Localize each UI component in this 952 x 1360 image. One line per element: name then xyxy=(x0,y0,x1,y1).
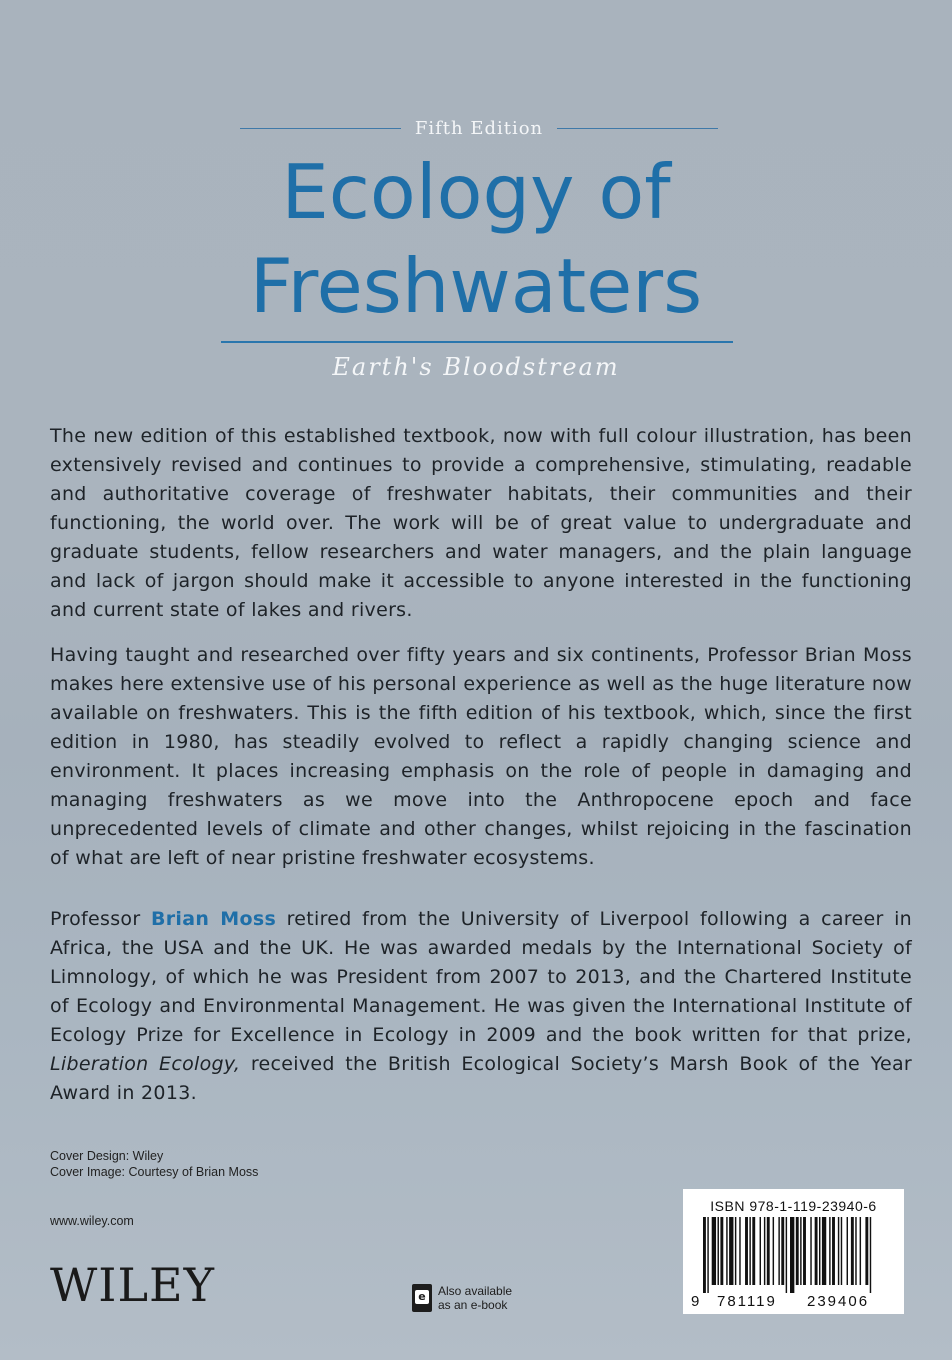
barcode-bar xyxy=(745,1217,748,1285)
publisher-url: www.wiley.com xyxy=(50,1214,134,1228)
barcode-bar xyxy=(790,1217,794,1293)
barcode-bar xyxy=(786,1217,787,1293)
barcode-bar xyxy=(718,1217,719,1285)
book-subtitle: Earth's Bloodstream xyxy=(332,353,620,381)
isbn-number: ISBN 978-1-119-23940-6 xyxy=(710,1198,877,1214)
isbn-barcode xyxy=(683,1189,904,1314)
barcode-bar xyxy=(729,1217,733,1285)
author-bio-prefix: Professor xyxy=(50,908,151,930)
wiley-logo: WILEY xyxy=(50,1258,215,1312)
edition-header xyxy=(240,116,718,140)
barcode-bar xyxy=(707,1217,708,1293)
barcode-bar xyxy=(796,1217,799,1285)
barcode-bar xyxy=(838,1217,839,1285)
book-title-line-2: Freshwaters xyxy=(249,242,703,330)
ebook-icon xyxy=(412,1284,432,1312)
author-bio xyxy=(50,905,912,1108)
barcode-bar xyxy=(752,1217,755,1285)
barcode-bar xyxy=(800,1217,801,1285)
barcode-bar xyxy=(760,1217,761,1285)
description-paragraph-1: The new edition of this established textbook, now with full colour illustration, has been extensively revised and continues to provide a comprehensive, stimulating, readable and authoritative coverage of freshwater habitats, their communities and their functioning, the world over. The work will be of great value to undergraduate and graduate students, fellow researchers and water managers, and the plain language and lack of jargon should make it accessible to anyone interested in the functioning and current state of lakes and rivers. xyxy=(50,425,912,621)
barcode-bar xyxy=(781,1217,784,1285)
barcode-digit-first: 9 xyxy=(691,1293,702,1310)
barcode-bar xyxy=(870,1217,871,1293)
barcode-bar xyxy=(822,1217,826,1285)
author-bio-text-1: retired from the University of Liverpool following a career in Africa, the USA and the UK. He was awarded medals by the International Society of Limnology, of which he was President from 2007 to 2013, and the Chartered Institute of Ecology and Environmental Management. He was given the International Institute of Ecology Prize for Excellence in Ecology in 2009 and the book written for that prize, xyxy=(50,908,912,1046)
barcode-bar xyxy=(764,1217,765,1285)
edition-rule-right xyxy=(557,128,718,129)
title-divider xyxy=(221,341,733,343)
book-title-line-1: Ecology of xyxy=(281,148,671,236)
barcode-bar xyxy=(739,1217,740,1285)
ebook-text-line-2: as an e-book xyxy=(438,1298,508,1312)
barcode-bar xyxy=(735,1217,736,1285)
barcode-bar xyxy=(810,1217,811,1285)
barcode-bar xyxy=(815,1217,818,1285)
author-name: Brian Moss xyxy=(150,908,277,930)
barcode-bar xyxy=(712,1217,716,1285)
barcode-bar xyxy=(767,1217,770,1285)
barcode-bar xyxy=(773,1217,774,1285)
barcode-bar xyxy=(847,1217,848,1285)
barcode-bar xyxy=(829,1217,830,1285)
barcode-bar xyxy=(703,1217,706,1293)
barcode-digits-left: 781119 xyxy=(717,1293,777,1310)
barcode-bar xyxy=(851,1217,854,1285)
barcode-digits-right: 239406 xyxy=(807,1293,870,1310)
barcode-bar xyxy=(726,1217,727,1285)
ebook-text-line-1: Also available xyxy=(438,1284,513,1298)
edition-label: Fifth Edition xyxy=(414,117,544,139)
barcode-bar xyxy=(720,1217,723,1285)
barcode-bar xyxy=(865,1217,868,1285)
liberation-ecology-title: Liberation Ecology, xyxy=(50,1053,241,1075)
barcode-bar xyxy=(855,1217,856,1285)
barcode-bar xyxy=(841,1217,842,1285)
ebook-notice xyxy=(412,1284,512,1312)
barcode-bars xyxy=(689,1217,898,1293)
barcode-bar xyxy=(803,1217,806,1285)
barcode-bar xyxy=(778,1217,779,1285)
edition-rule-left xyxy=(240,128,401,129)
cover-credits xyxy=(50,1148,258,1180)
barcode-bar xyxy=(832,1217,835,1285)
barcode-bar xyxy=(749,1217,750,1285)
barcode-bar xyxy=(819,1217,820,1285)
cover-design-credit: Cover Design: Wiley xyxy=(50,1149,164,1163)
author-bio-text-2: received the British Ecological Society’s Marsh Book of the Year Award in 2013. xyxy=(50,1053,913,1104)
barcode-bar xyxy=(860,1217,861,1285)
cover-image-credit: Cover Image: Courtesy of Brian Moss xyxy=(50,1165,259,1179)
description-paragraph-2: Having taught and researched over fifty years and six continents, Professor Brian Moss makes here extensive use of his personal experience as well as the huge literature now available on freshwaters. This is the fifth edition of his textbook, which, since the first edition in 1980, has steadily evolved to reflect a rapidly changing science and environment. It places increasing emphasis on the role of people in damaging and managing freshwaters as we move into the Anthropocene epoch and face unprecedented levels of climate and other changes, whilst rejoicing in the fascination of what are left of near pristine freshwater ecosystems. xyxy=(50,644,912,869)
